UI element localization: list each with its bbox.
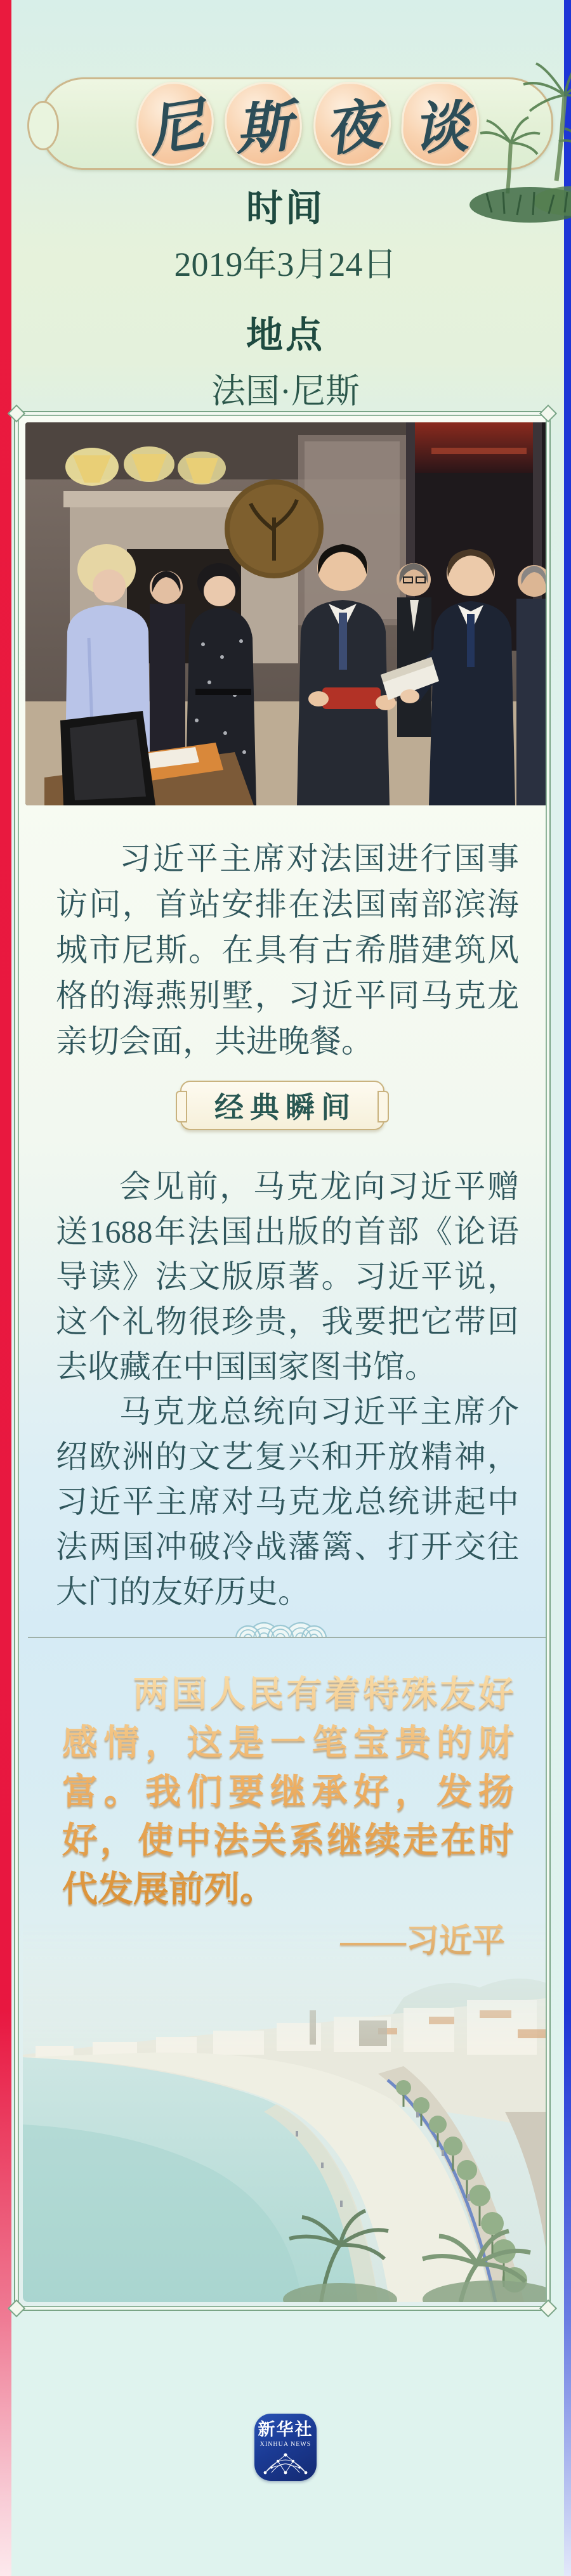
beach-photo: [23, 1922, 546, 2302]
title-char-blob: [312, 81, 392, 167]
cloud-wave-ornament: [235, 1601, 330, 1638]
article-paragraphs-2-3: [56, 1164, 519, 1615]
place-label: 地点: [246, 315, 325, 356]
paragraph-text: 习近平主席对法国进行国事访问，首站安排在法国南部滨海城市尼斯。在具有古希腊建筑风格的海燕别墅，习近平同马克龙亲切会面，共进晚餐。: [56, 841, 519, 1059]
paragraph-text: 马克龙总统向习近平主席介绍欧洲的文艺复兴和开放精神，习近平主席对马克龙总统讲起中法两国冲破冷战藩篱、打开交往大门的友好历史。: [56, 1394, 519, 1610]
xinhua-logo-en: XINHUA NEWS: [259, 2441, 312, 2448]
xinhua-logo-cn: 新华社: [258, 2420, 313, 2439]
title-char: 谈: [410, 96, 470, 162]
section-badge: [180, 1081, 384, 1130]
network-dome-icon: [261, 2450, 310, 2475]
quote-block: [62, 1670, 514, 1915]
xinhua-news-logo: [254, 2414, 317, 2481]
title-char-blob: [135, 80, 216, 167]
section-badge-label: 经典瞬间: [214, 1091, 357, 1124]
time-value: 2019年3月24日: [174, 245, 397, 283]
title-char: 斯: [233, 96, 294, 162]
page-title: [136, 68, 479, 179]
title-char-blob: [223, 81, 304, 167]
time-label: 时间: [246, 188, 325, 229]
article-paragraph-1: [56, 836, 519, 1064]
place-value: 法国·尼斯: [211, 372, 360, 410]
paragraph-text: 会见前，马克龙向习近平赠送1688年法国出版的首部《论语导读》法文版原著。习近平说，这个礼物很珍贵，我要把它带回去收藏在中国国家图书馆。: [56, 1169, 519, 1384]
content-frame: [14, 411, 551, 2311]
title-char: 尼: [143, 94, 209, 164]
meeting-photo: [25, 422, 546, 805]
banner-cloud-ornament: [27, 101, 59, 150]
title-banner: [39, 77, 553, 170]
meta-block: [0, 190, 571, 408]
title-char-blob: [400, 80, 482, 167]
title-char: 夜: [320, 94, 385, 164]
quote-text: 两国人民有着特殊友好感情，这是一笔宝贵的财富。我们要继承好，发扬好，使中法关系继续走在时代发展前列。: [62, 1675, 514, 1909]
content-panel: [19, 416, 546, 2306]
section-divider: [28, 1637, 546, 1638]
